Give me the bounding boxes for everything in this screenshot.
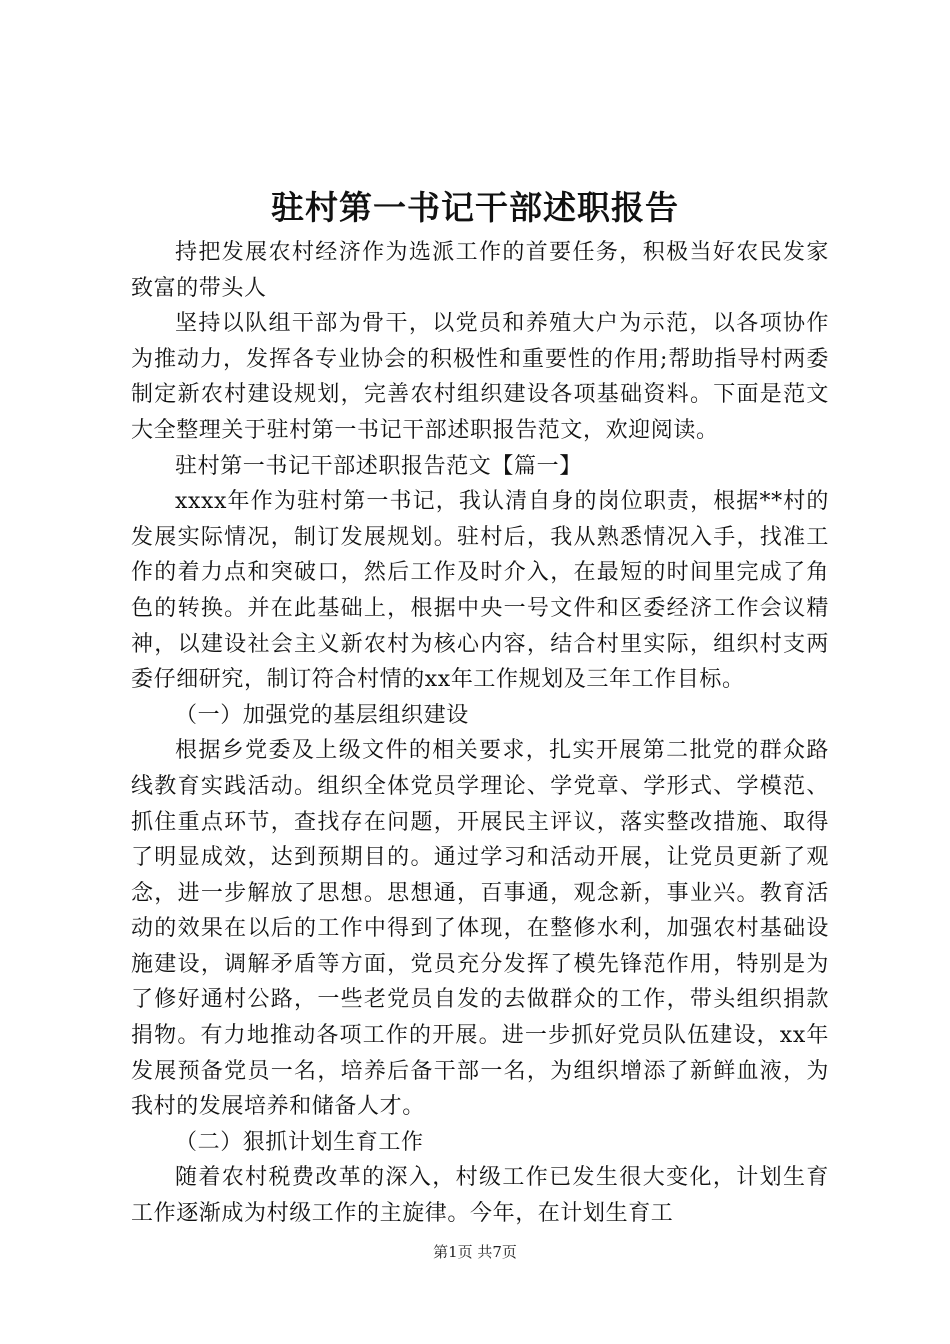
paragraph-party-building: 根据乡党委及上级文件的相关要求，扎实开展第二批党的群众路线教育实践活动。组织全体党员学理论、学党章、学形式、学模范、抓住重点环节，查找存在问题，开展民主评议，落实整改措施、取得了明显成效，达到预期目的。通过学习和活动开展，让党员更新了观念，进一步解放了思想。思想通，百事通，观念新，事业兴。教育活动的效果在以后的工作中得到了体现，在整修水利，加强农村基础设施建设，调解矛盾等方面，党员充分发挥了模先锋范作用，特别是为了修好通村公路，一些老党员自发的去做群众的工作，带头组织捐款捐物。有力地推动各项工作的开展。进一步抓好党员队伍建设，xx年发展预备党员一名，培养后备干部一名，为组织增添了新鲜血液，为我村的发展培养和储备人才。 [131, 738, 829, 1120]
document-title: 驻村第一书记干部述职报告 [271, 188, 679, 227]
page-number-footer: 第1页 共7页 [433, 1243, 517, 1261]
paragraph-summary: 坚持以队组干部为骨干，以党员和养殖大户为示范，以各项协作为推动力，发挥各专业协会的积极性和重要性的作用;帮助指导村两委制定新农村建设规划，完善农村组织建设各项基础资料。下面是范文大全整理关于驻村第一书记干部述职报告范文，欢迎阅读。 [131, 311, 829, 443]
document-body [131, 235, 829, 1232]
paragraph-intro: 持把发展农村经济作为选派工作的首要任务，积极当好农民发家致富的带头人 [131, 240, 829, 301]
subheading-party-building: （一）加强党的基层组织建设 [175, 702, 469, 728]
section-heading-part-one: 驻村第一书记干部述职报告范文【篇一】 [175, 453, 582, 479]
paragraph-family-planning: 随着农村税费改革的深入，村级工作已发生很大变化，计划生育工作逐渐成为村级工作的主旋律。今年，在计划生育工 [131, 1165, 829, 1227]
paragraph-work-plan: xxxx年作为驻村第一书记，我认清自身的岗位职责，根据**村的发展实际情况，制订发展规划。驻村后，我从熟悉情况入手，找准工作的着力点和突破口，然后工作及时介入，在最短的时间里完成了角色的转换。并在此基础上，根据中央一号文件和区委经济工作会议精神，以建设社会主义新农村为核心内容，结合村里实际，组织村支两委仔细研究，制订符合村情的xx年工作规划及三年工作目标。 [131, 489, 829, 693]
subheading-family-planning: （二）狠抓计划生育工作 [175, 1129, 424, 1155]
